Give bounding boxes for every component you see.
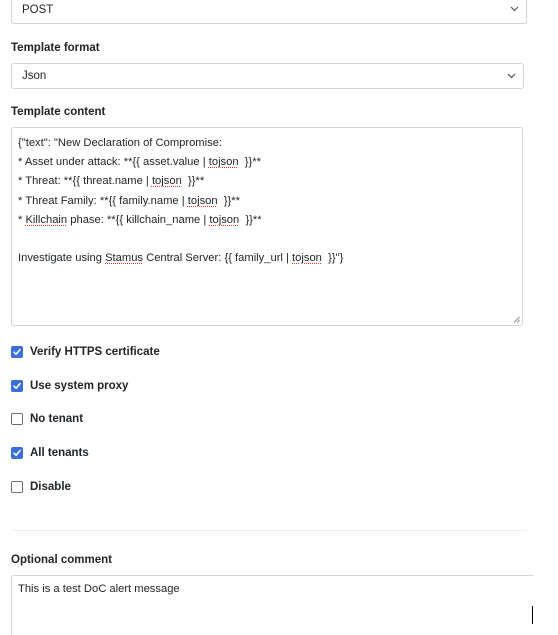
text-cursor [532, 606, 533, 624]
template-text: }}** [238, 156, 261, 169]
checkbox-label: All tenants [30, 447, 89, 459]
template-format-value: Json [22, 70, 47, 82]
resize-handle-icon[interactable] [513, 316, 520, 323]
checkbox-label: Disable [30, 481, 71, 493]
template-text: * Threat: **{{ threat.name | [18, 175, 152, 188]
chevron-down-icon [507, 73, 516, 79]
template-content-label: Template content [11, 106, 106, 118]
template-text: * Threat Family: **{{ family.name | [18, 194, 188, 207]
template-text: {"text": "New Declaration of Compromise: [18, 137, 223, 149]
checkbox-checked[interactable] [11, 447, 23, 459]
template-text: }}** [217, 194, 241, 207]
template-text: }}** [181, 175, 205, 188]
checkmark-icon [13, 449, 21, 457]
spellcheck-word: tojson [292, 252, 322, 265]
checkbox-checked[interactable] [11, 380, 23, 392]
checkbox-row[interactable] [11, 345, 160, 359]
spellcheck-word: tojson [151, 175, 182, 188]
spellcheck-word: tojson [208, 156, 239, 169]
divider [11, 530, 527, 531]
template-text: phase: **{{ killchain_name | [67, 213, 210, 226]
template-text: * Asset under attack: **{{ asset.value | [18, 156, 209, 169]
checkbox-row[interactable] [11, 412, 83, 426]
checkmark-icon [13, 348, 21, 356]
template-text: }}** [239, 213, 262, 226]
template-content-line [18, 134, 516, 153]
template-text: Central Server: {{ family_url | [143, 252, 293, 265]
template-content-line [18, 192, 516, 211]
checkbox-label: No tenant [30, 413, 84, 425]
template-content-line [18, 249, 516, 268]
checkbox-checked[interactable] [11, 346, 23, 358]
spellcheck-word: tojson [209, 213, 240, 226]
template-content-line [18, 172, 516, 191]
method-value: POST [22, 4, 54, 16]
template-content-textarea[interactable] [11, 127, 523, 326]
spellcheck-word: Stamus [105, 252, 144, 265]
checkbox-label: Verify HTTPS certificate [30, 346, 160, 358]
template-content-line [18, 211, 516, 230]
optional-comment-text: This is a test DoC alert message [18, 583, 180, 595]
spellcheck-word: tojson [187, 194, 218, 207]
checkbox-unchecked[interactable] [11, 481, 23, 493]
checkbox-row[interactable] [11, 379, 128, 393]
checkbox-unchecked[interactable] [11, 413, 23, 425]
template-format-label: Template format [11, 42, 100, 54]
checkmark-icon [13, 382, 21, 390]
optional-comment-textarea[interactable] [11, 575, 533, 635]
template-text: }}"} [321, 252, 344, 265]
template-content-line [18, 153, 516, 172]
checkbox-row[interactable] [11, 446, 89, 460]
chevron-down-icon [510, 6, 519, 12]
optional-comment-label: Optional comment [11, 554, 112, 566]
template-text: * [18, 213, 26, 226]
template-content-text [18, 134, 516, 268]
checkbox-label: Use system proxy [30, 380, 129, 392]
spellcheck-word: Killchain [25, 213, 68, 226]
method-select[interactable] [11, 0, 527, 24]
template-text: Investigate using [18, 252, 106, 265]
template-content-line [18, 230, 516, 249]
checkbox-row[interactable] [11, 480, 71, 494]
template-format-select[interactable] [11, 63, 524, 89]
